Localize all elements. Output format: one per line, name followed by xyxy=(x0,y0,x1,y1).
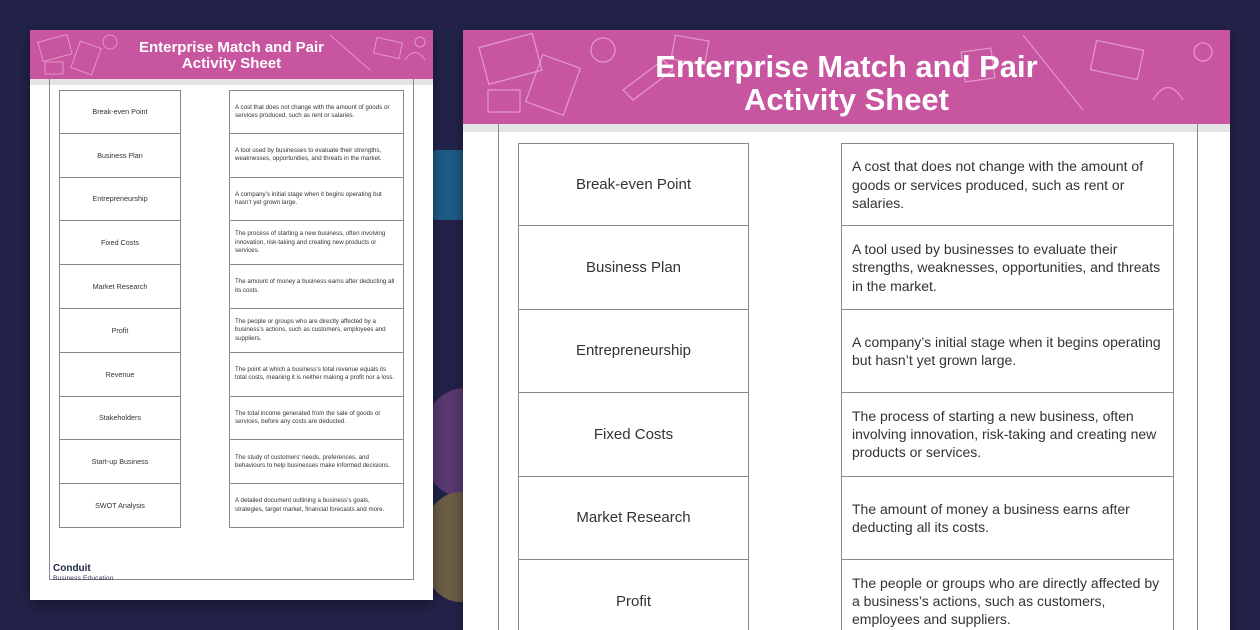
term-card: Break-even Point xyxy=(518,143,749,226)
title-banner xyxy=(30,30,433,79)
title-line-1: Enterprise Match and Pair xyxy=(655,49,1038,84)
definition-card: The process of starting a new business, often involving innovation, risk-taking and creating new products or services. xyxy=(841,393,1174,476)
term-card: Break-even Point xyxy=(59,90,181,134)
term-card: Market Research xyxy=(59,265,181,309)
definition-card: A cost that does not change with the amount of goods or services produced, such as rent or salaries. xyxy=(841,143,1174,226)
worksheet-zoomed xyxy=(463,30,1230,630)
definitions-column xyxy=(841,143,1174,630)
term-card: Start-up Business xyxy=(59,440,181,484)
term-card: Profit xyxy=(518,560,749,630)
definition-card: The process of starting a new business, often involving innovation, risk-taking and creating new products or services. xyxy=(229,221,404,265)
definition-card: The amount of money a business earns after deducting all its costs. xyxy=(841,477,1174,560)
term-card: Business Plan xyxy=(59,134,181,178)
page-title xyxy=(30,30,433,72)
term-card: Fixed Costs xyxy=(59,221,181,265)
term-card: Profit xyxy=(59,309,181,353)
title-line-1: Enterprise Match and Pair xyxy=(138,39,325,56)
definition-card: The people or groups who are directly affected by a business’s actions, such as customers, employees and suppliers. xyxy=(229,309,404,353)
definition-card: The people or groups who are directly affected by a business’s actions, such as customers, employees and suppliers. xyxy=(841,560,1174,630)
title-line-2: Activity Sheet xyxy=(181,55,282,73)
definition-card: The amount of money a business earns after deducting all its costs. xyxy=(229,265,404,309)
brand-logo xyxy=(53,563,114,582)
definition-card: A tool used by businesses to evaluate their strengths, weaknesses, opportunities, and threats in the market. xyxy=(841,226,1174,309)
term-card: Entrepreneurship xyxy=(518,310,749,393)
title-banner xyxy=(463,30,1230,124)
terms-column xyxy=(518,143,749,630)
worksheet-thumbnail xyxy=(30,30,433,600)
page-title xyxy=(463,30,1230,117)
definition-card: A company’s initial stage when it begins operating but hasn’t yet grown large. xyxy=(841,310,1174,393)
definition-card: The point at which a business’s total revenue equals its total costs, meaning it is neither making a profit nor a loss. xyxy=(229,353,404,397)
term-card: Entrepreneurship xyxy=(59,178,181,222)
term-card: SWOT Analysis xyxy=(59,484,181,528)
logo-name: Conduit xyxy=(53,563,91,574)
logo-tagline: Business Education xyxy=(53,575,114,582)
term-card: Revenue xyxy=(59,353,181,397)
term-card: Fixed Costs xyxy=(518,393,749,476)
term-card: Stakeholders xyxy=(59,397,181,441)
term-card: Market Research xyxy=(518,477,749,560)
terms-column xyxy=(59,90,181,528)
definition-card: A tool used by businesses to evaluate their strengths, weaknesses, opportunities, and threats in the market. xyxy=(229,134,404,178)
definition-card: A detailed document outlining a business’s goals, strategies, target market, financial forecasts and more. xyxy=(229,484,404,528)
title-line-2: Activity Sheet xyxy=(743,82,949,118)
definition-card: The study of customers’ needs, preferences, and behaviours to help businesses make informed decisions. xyxy=(229,440,404,484)
definition-card: A cost that does not change with the amount of goods or services produced, such as rent or salaries. xyxy=(229,90,404,134)
definition-card: A company’s initial stage when it begins operating but hasn’t yet grown large. xyxy=(229,178,404,222)
definitions-column xyxy=(229,90,404,528)
definition-card: The total income generated from the sale of goods or services, before any costs are deducted. xyxy=(229,397,404,441)
term-card: Business Plan xyxy=(518,226,749,309)
